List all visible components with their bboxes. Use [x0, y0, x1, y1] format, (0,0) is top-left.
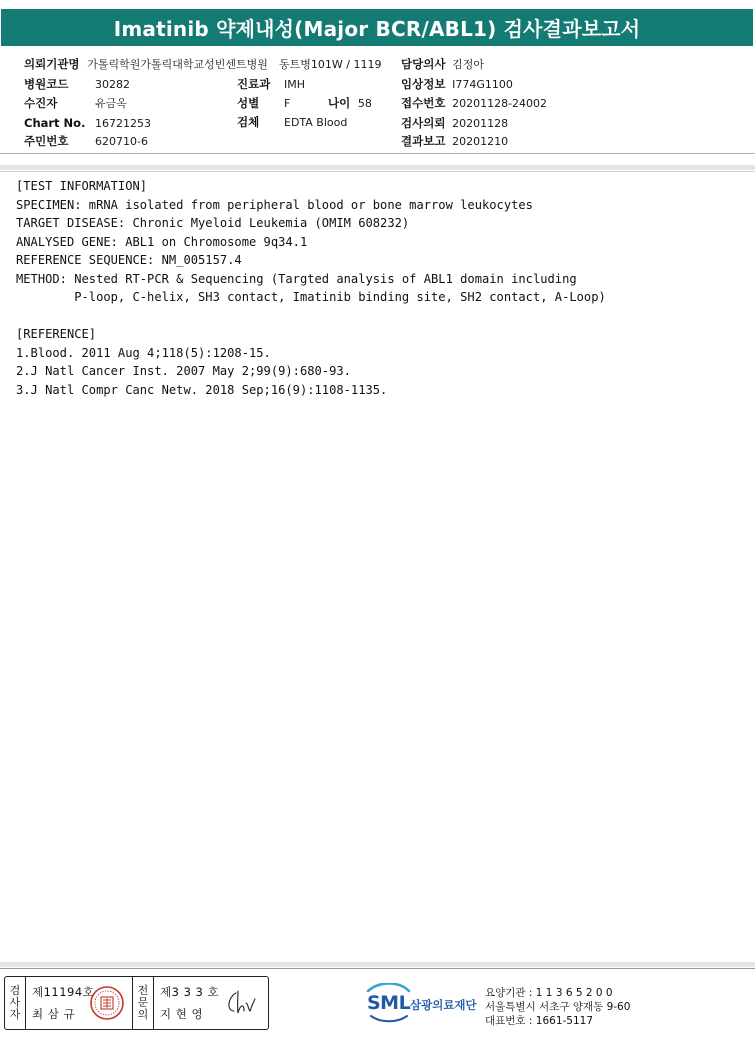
report-date-label: 결과보고 [401, 134, 446, 148]
resident-row [24, 134, 68, 148]
examiner-label-char: 자 [9, 1008, 21, 1021]
sex-label: 성별 [237, 96, 260, 110]
report-body [16, 177, 746, 399]
request-date-value: 20201128 [452, 117, 509, 130]
signature-icon [224, 989, 256, 1017]
request-date-row [401, 116, 508, 131]
footer-band [0, 962, 755, 967]
report-line [16, 307, 746, 326]
report-line: SPECIMEN: mRNA isolated from peripheral blood or bone marrow leukocytes [16, 197, 533, 212]
examiner-name: 최 삼 규 [32, 1007, 76, 1021]
specimen-value: EDTA Blood [284, 116, 348, 129]
chart-row [24, 116, 85, 130]
sex-value: F [284, 97, 291, 110]
receipt-no-value: 20201128-24002 [452, 97, 548, 110]
examiner-label-char: 검 [9, 984, 21, 997]
report-line: 1.Blood. 2011 Aug 4;118(5):1208-15. [16, 345, 271, 360]
requester-value: 가톨릭학원가톨릭대학교성빈센트병원 [87, 58, 268, 71]
doctor-row [401, 57, 484, 72]
footer-divider [0, 968, 755, 969]
report-line: REFERENCE SEQUENCE: NM_005157.4 [16, 253, 242, 267]
sex-wrap [284, 96, 290, 111]
examiner-label [5, 977, 26, 1029]
examiner-license-no: 제11194호 [32, 985, 95, 999]
sex-row [237, 96, 259, 110]
report-date-row [401, 134, 508, 149]
address: 서울특별시 서초구 양재동 9-60 [485, 1001, 631, 1013]
resident-wrap [95, 134, 148, 149]
report-line: ANALYSED GENE: ABL1 on Chromosome 9q34.1 [16, 234, 308, 249]
specialist-label [133, 977, 154, 1029]
report-line: 3.J Natl Compr Canc Netw. 2018 Sep;16(9):1108-1135. [16, 382, 388, 397]
department-value: IMH [284, 78, 306, 91]
examinee-row [24, 96, 57, 110]
examinee-label: 수진자 [24, 96, 58, 110]
department-row [237, 77, 270, 91]
info-divider [0, 153, 755, 154]
examiner-cell [26, 977, 133, 1029]
specialist-label-char: 문 [137, 996, 149, 1009]
resident-no-label: 주민번호 [24, 134, 69, 148]
age-value: 58 [357, 97, 372, 110]
report-line: TARGET DISEASE: Chronic Myeloid Leukemia (OMIM 608232) [16, 216, 410, 230]
requester-label: 의뢰기관명 [24, 57, 80, 71]
department-wrap [284, 77, 305, 92]
requester-row [24, 57, 268, 72]
report-line: P-loop, C-helix, SH3 contact, Imatinib binding site, SH2 contact, A-Loop) [16, 290, 606, 304]
specialist-name: 지 현 영 [160, 1007, 204, 1021]
sml-logo-text: SML [367, 992, 411, 1014]
specimen-row [237, 115, 259, 129]
receipt-no-row [401, 96, 547, 111]
report-date-value: 20201210 [452, 135, 509, 148]
doctor-label: 담당의사 [401, 57, 446, 71]
clinical-info-label: 임상정보 [401, 77, 446, 91]
report-title: Imatinib 약제내성(Major BCR/ABL1) 검사결과보고서 [1, 9, 753, 46]
chart-value: 16721253 [95, 117, 151, 130]
receipt-no-label: 접수번호 [401, 96, 446, 110]
examinee-wrap [95, 96, 127, 111]
hospital-code-row [24, 77, 68, 91]
age-label: 나이 [328, 96, 351, 110]
examiner-label-char: 사 [9, 996, 21, 1009]
chart-label: Chart No. [24, 116, 86, 130]
care-code: 요양기관 : 1 1 3 6 5 2 0 0 [485, 987, 613, 999]
clinical-info-value: I774G1100 [452, 78, 513, 91]
official-seal-icon [90, 986, 124, 1020]
report-line: METHOD: Nested RT-PCR & Sequencing (Targted analysis of ABL1 domain including [16, 271, 577, 286]
specialist-label-char: 전 [137, 984, 149, 997]
hospital-code-value: 30282 [95, 78, 130, 91]
header-band [0, 165, 755, 170]
report-line: 2.J Natl Cancer Inst. 2007 May 2;99(9):680-93. [16, 364, 351, 378]
org-name: 삼광의료재단 [410, 998, 477, 1012]
report-line: [REFERENCE] [16, 327, 97, 341]
department-label: 진료과 [237, 77, 271, 91]
signature-box [4, 976, 269, 1030]
report-line: [TEST INFORMATION] [16, 179, 148, 193]
hospital-code-wrap [95, 77, 130, 92]
specialist-license-no: 제3 3 3 호 [160, 985, 220, 999]
chart-wrap [95, 116, 151, 131]
specialist-cell [154, 977, 260, 1029]
hospital-code-label: 병원코드 [24, 77, 69, 91]
resident-no-value: 620710-6 [95, 135, 148, 148]
age-row [328, 96, 372, 111]
examinee-value: 유금옥 [95, 97, 127, 110]
specimen-label: 검체 [237, 115, 260, 129]
ward-value-wrap [279, 57, 381, 72]
request-date-label: 검사의뢰 [401, 116, 446, 130]
specialist-label-char: 의 [137, 1008, 149, 1021]
phone: 대표번호 : 1661-5117 [485, 1015, 594, 1027]
doctor-value: 김정아 [452, 58, 484, 71]
ward-value: 동트병101W / 1119 [279, 58, 382, 71]
specimen-wrap [284, 115, 347, 130]
clinical-info-row [401, 77, 513, 92]
body-top-divider [0, 171, 755, 172]
